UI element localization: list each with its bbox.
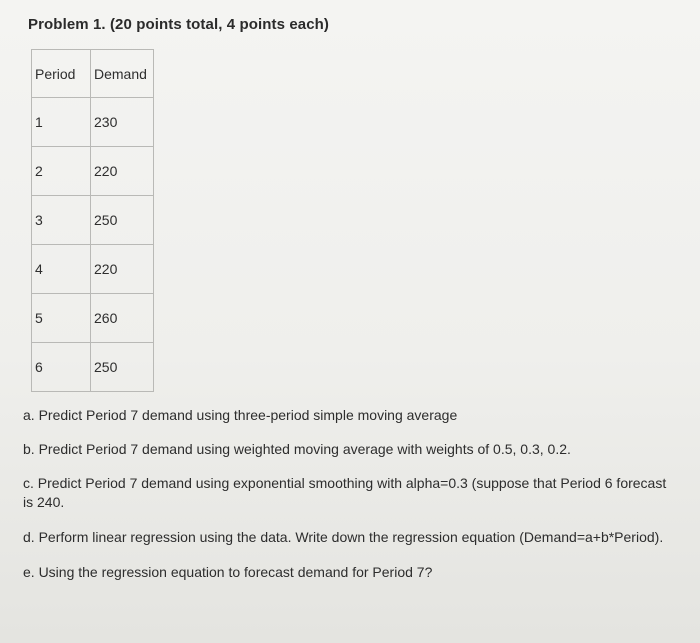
demand-cell: 220 bbox=[91, 147, 154, 196]
table-header-row bbox=[32, 50, 154, 98]
table-row bbox=[32, 343, 154, 392]
demand-cell: 250 bbox=[91, 196, 154, 245]
question-a: a. Predict Period 7 demand using three-period simple moving average bbox=[23, 407, 458, 423]
period-cell: 1 bbox=[32, 98, 91, 147]
table-row bbox=[32, 245, 154, 294]
problem-title: Problem 1. (20 points total, 4 points each) bbox=[28, 16, 330, 33]
demand-table bbox=[31, 49, 154, 392]
question-c: c. Predict Period 7 demand using exponential smoothing with alpha=0.3 (suppose that Period 6 forecast is 240. bbox=[23, 475, 667, 510]
demand-cell: 250 bbox=[91, 343, 154, 392]
demand-cell: 260 bbox=[91, 294, 154, 343]
table-row bbox=[32, 196, 154, 245]
question-b: b. Predict Period 7 demand using weighted moving average with weights of 0.5, 0.3, 0.2. bbox=[23, 441, 571, 457]
header-demand: Demand bbox=[91, 50, 154, 98]
period-cell: 3 bbox=[32, 196, 91, 245]
demand-cell: 220 bbox=[91, 245, 154, 294]
period-cell: 4 bbox=[32, 245, 91, 294]
period-cell: 6 bbox=[32, 343, 91, 392]
table-row bbox=[32, 147, 154, 196]
question-d: d. Perform linear regression using the data. Write down the regression equation (Demand=a+b*Period). bbox=[23, 529, 664, 545]
period-cell: 2 bbox=[32, 147, 91, 196]
questions-list bbox=[23, 406, 673, 582]
question-e: e. Using the regression equation to forecast demand for Period 7? bbox=[23, 564, 433, 580]
period-cell: 5 bbox=[32, 294, 91, 343]
header-period: Period bbox=[32, 50, 91, 98]
table-row bbox=[32, 98, 154, 147]
table-row bbox=[32, 294, 154, 343]
demand-cell: 230 bbox=[91, 98, 154, 147]
